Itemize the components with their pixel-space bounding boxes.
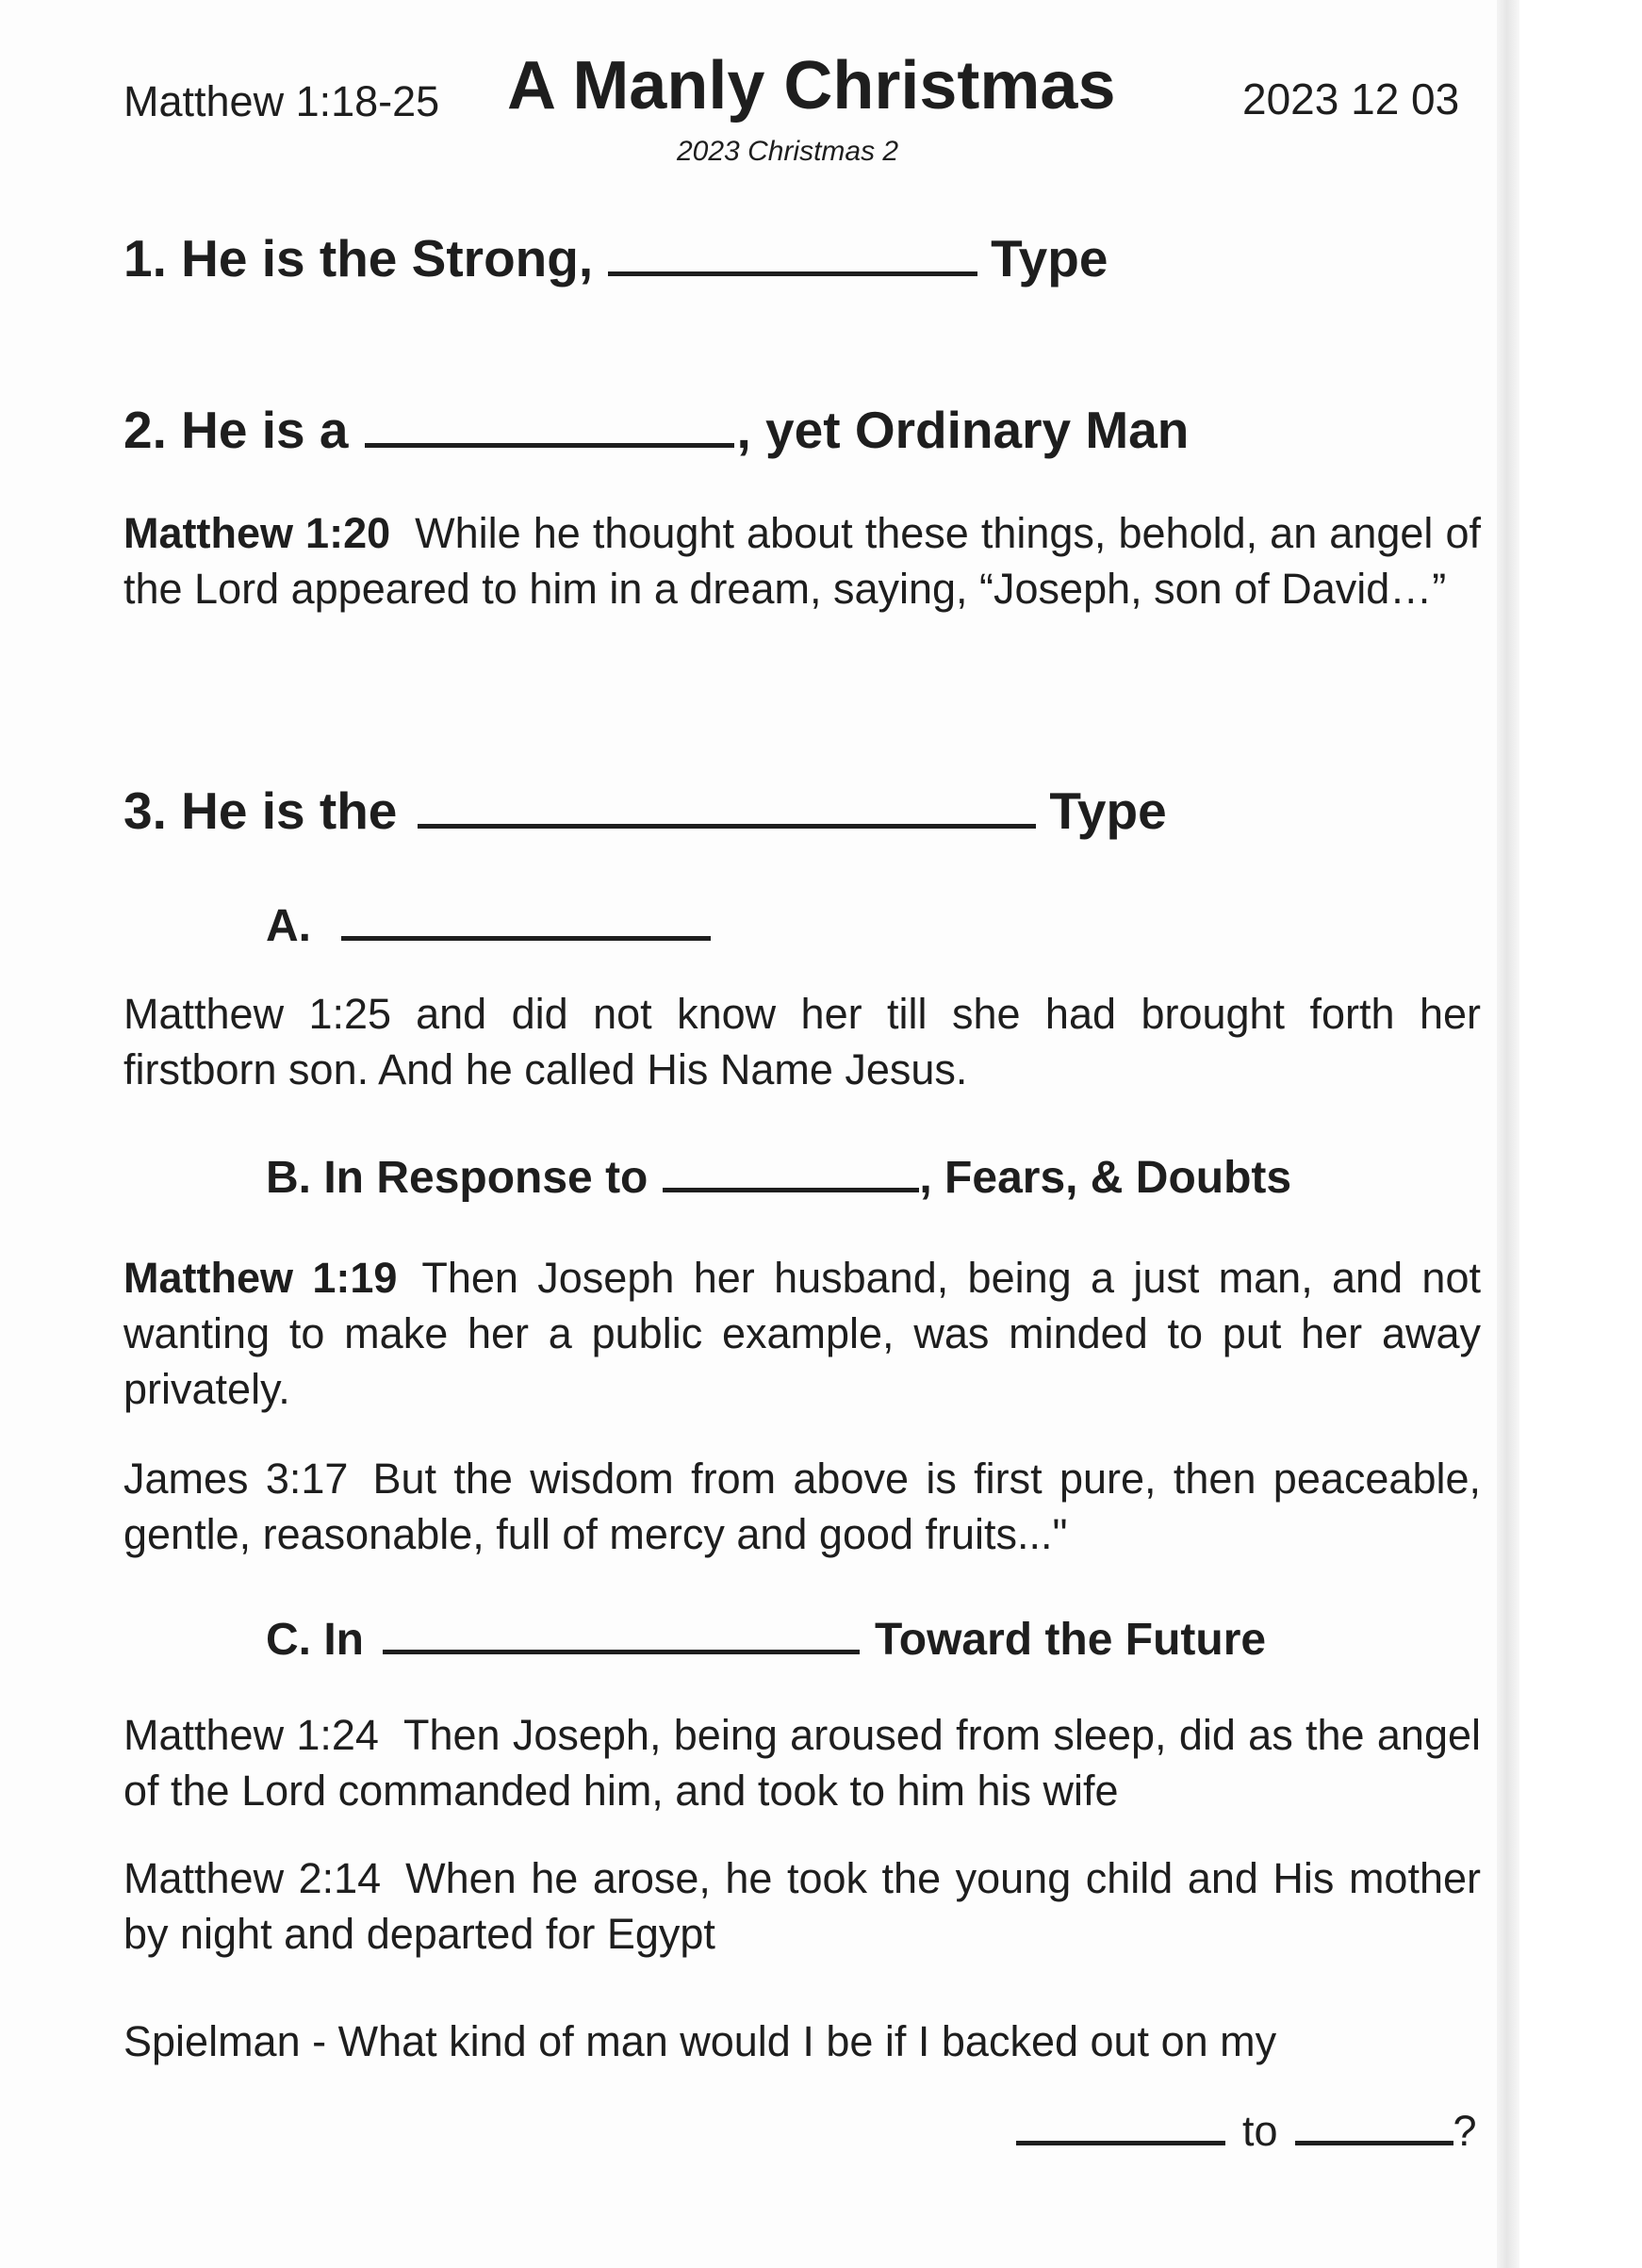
subpoint-a <box>266 900 711 952</box>
verse-text: Then Joseph her husband, being a just man, and not wanting to make her a public example, was minded to put her away privately. <box>123 1254 1481 1413</box>
subpoint-b-suffix: , Fears, & Doubts <box>919 1153 1292 1203</box>
verse-text: When he arose, he took the young child and His mother by night and departed for Egypt <box>123 1854 1481 1958</box>
subpoint-b-prefix: B. In Response to <box>266 1153 649 1203</box>
subpoint-c <box>266 1614 1266 1666</box>
verse-text: While he thought about these things, behold, an angel of the Lord appeared to him in a dream, saying, “Joseph, son of David…” <box>123 509 1481 613</box>
verse-ref: Matthew 2:14 <box>123 1854 382 1902</box>
page-edge-shadow <box>1497 0 1519 2268</box>
closing-question-mark: ? <box>1453 2107 1477 2155</box>
subpoint-c-blank <box>383 1642 860 1654</box>
verse-matthew-1-20 <box>123 505 1481 616</box>
point-2-heading <box>123 400 1189 460</box>
subpoint-c-suffix: Toward the Future <box>875 1615 1267 1665</box>
point-3-prefix: 3. He is the <box>123 781 398 840</box>
closing-quote: Spielman - What kind of man would I be if I backed out on my <box>123 2017 1277 2065</box>
subpoint-b-blank <box>663 1180 919 1192</box>
verse-ref: Matthew 1:24 <box>123 1711 379 1759</box>
subpoint-b <box>266 1152 1291 1204</box>
point-2-prefix: 2. He is a <box>123 401 349 459</box>
point-3-blank <box>418 816 1036 829</box>
page-title: A Manly Christmas <box>507 48 1116 123</box>
closing-to: to <box>1242 2107 1278 2155</box>
verse-ref: James 3:17 <box>123 1454 349 1503</box>
verse-matthew-1-19 <box>123 1250 1481 1417</box>
verse-text: and did not know her till she had brought forth her firstborn son. And he called His Name Jesus. <box>123 990 1482 1093</box>
point-1-blank <box>608 264 977 276</box>
verse-matthew-1-24 <box>123 1707 1481 1818</box>
closing-fill-line <box>1016 2107 1477 2156</box>
closing-blank-2 <box>1295 2133 1453 2145</box>
verse-text: But the wisdom from above is first pure, then peaceable, gentle, reasonable, full of mercy and good fruits..." <box>123 1454 1481 1558</box>
closing-blank-1 <box>1016 2133 1225 2145</box>
point-3-heading <box>123 781 1167 841</box>
subpoint-a-label: A. <box>266 901 311 951</box>
verse-ref: Matthew 1:19 <box>123 1254 398 1302</box>
point-1-prefix: 1. He is the Strong, <box>123 229 594 288</box>
point-1-suffix: Type <box>991 229 1108 288</box>
point-2-suffix: , yet Ordinary Man <box>736 401 1190 459</box>
subpoint-c-prefix: C. In <box>266 1615 364 1665</box>
verse-ref: Matthew 1:25 <box>123 990 392 1038</box>
verse-ref: Matthew 1:20 <box>123 509 391 557</box>
header-date: 2023 12 03 <box>1242 74 1460 123</box>
verse-matthew-2-14 <box>123 1850 1481 1962</box>
subpoint-a-blank <box>341 929 711 941</box>
point-2-blank <box>365 436 734 448</box>
point-3-suffix: Type <box>1049 781 1167 840</box>
verse-james-3-17 <box>123 1451 1481 1562</box>
verse-matthew-1-25 <box>123 986 1481 1097</box>
page-subtitle: 2023 Christmas 2 <box>677 136 899 167</box>
point-1-heading <box>123 228 1108 288</box>
header-scripture-ref: Matthew 1:18-25 <box>123 77 440 125</box>
verse-text: Then Joseph, being aroused from sleep, did as the angel of the Lord commanded him, and took to him his wife <box>123 1711 1481 1815</box>
